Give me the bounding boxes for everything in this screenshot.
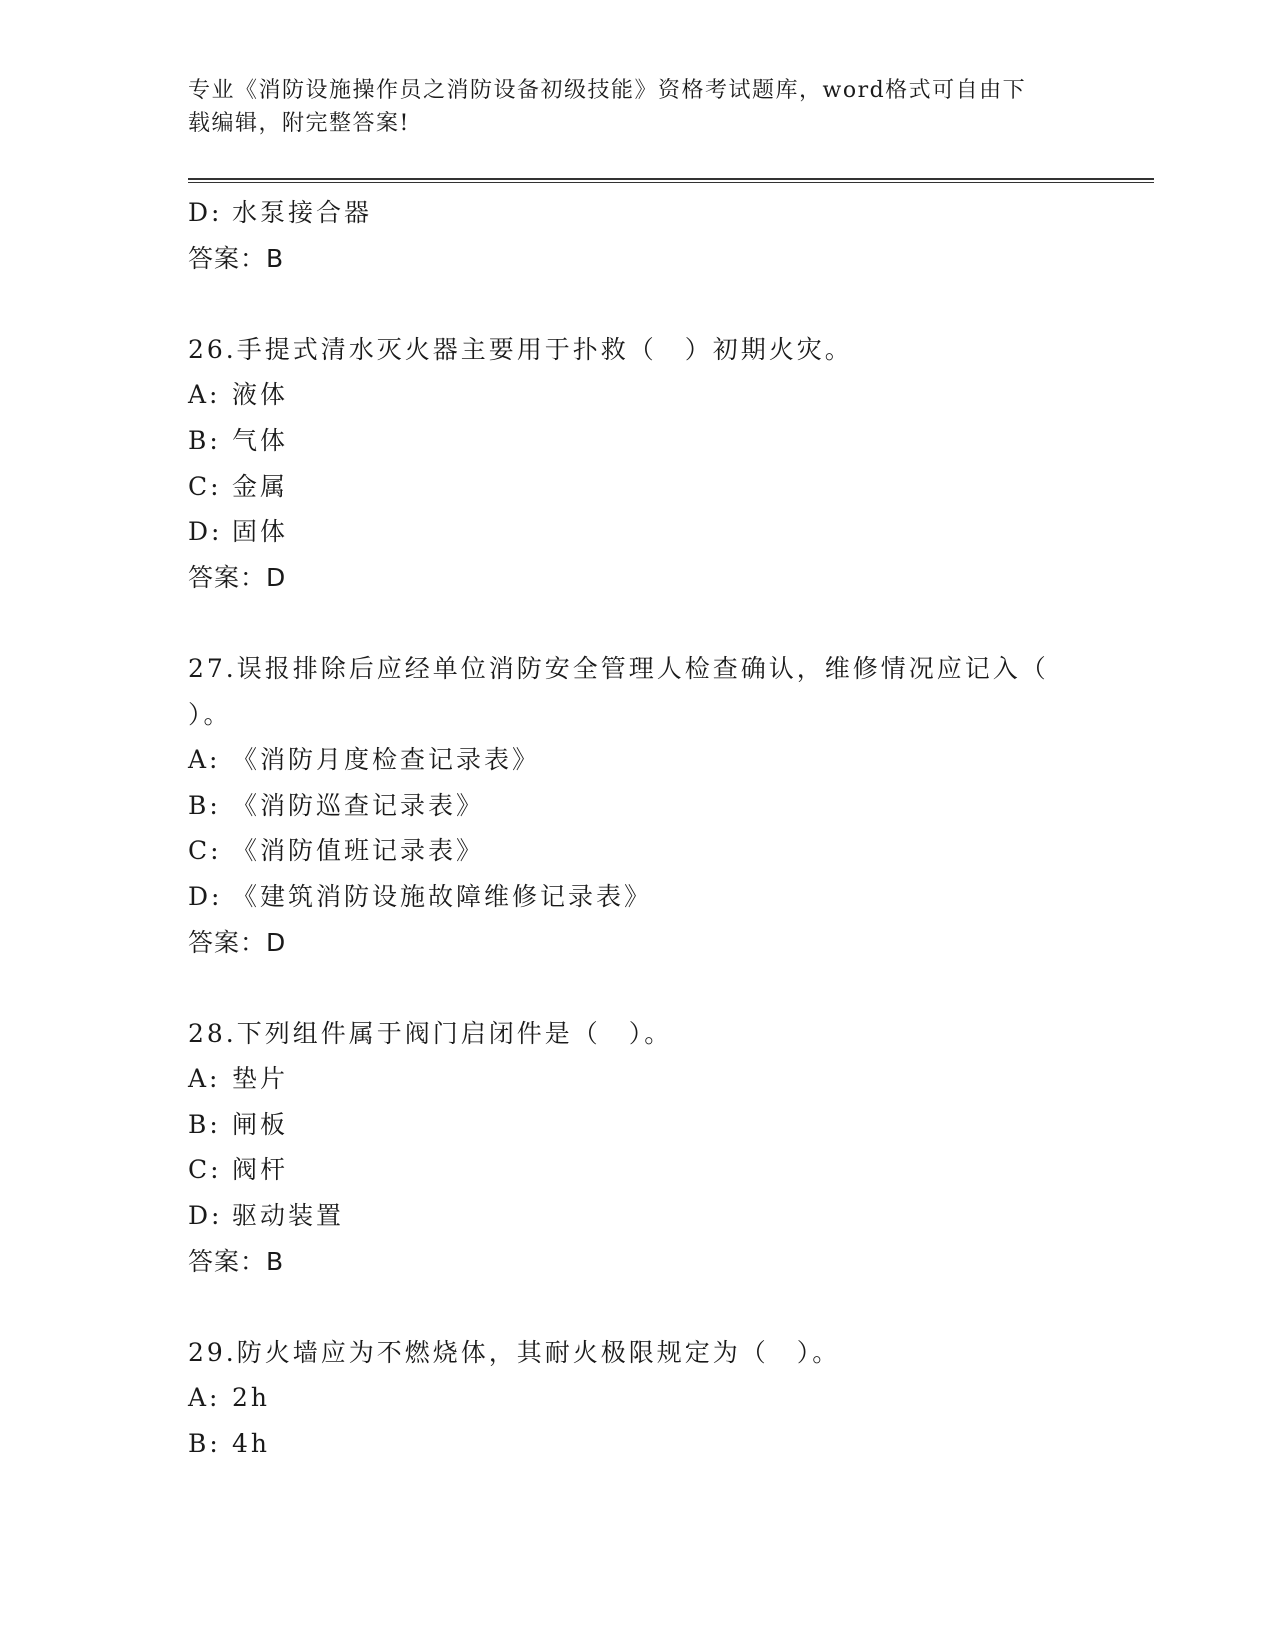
option-text: 4h — [232, 1429, 271, 1459]
option-b — [188, 783, 1088, 829]
option-text: 气体 — [232, 425, 289, 455]
option-c — [188, 464, 1088, 510]
option-text: 《消防月度检查记录表》 — [232, 745, 541, 775]
question-stem: 29.防火墙应为不燃烧体，其耐火极限规定为（ ）。 — [188, 1337, 841, 1367]
spacer — [188, 281, 1088, 327]
option-a — [188, 737, 1088, 783]
option-key: D: — [188, 881, 223, 911]
option-key: B: — [188, 790, 221, 820]
option-key: D: — [188, 198, 223, 227]
question-stem: 28.下列组件属于阀门启闭件是（ ）。 — [188, 1018, 673, 1048]
option-c — [188, 1147, 1088, 1193]
question-28 — [188, 1011, 1088, 1285]
option-d — [188, 1193, 1088, 1239]
question-26 — [188, 327, 1088, 601]
option-key: A: — [188, 1383, 221, 1413]
option-text: 水泵接合器 — [232, 198, 373, 227]
option-key: D: — [188, 517, 223, 547]
option-text: 金属 — [232, 471, 289, 501]
option-a — [188, 372, 1088, 418]
option-text: 垫片 — [232, 1064, 289, 1094]
option-b — [188, 418, 1088, 464]
question-stem-continued: ）。 — [188, 699, 232, 729]
option-text: 固体 — [232, 517, 289, 547]
option-a — [188, 1056, 1088, 1102]
answer-line: 答案：B — [188, 1246, 285, 1276]
option-b — [188, 1421, 1088, 1467]
option-key: B: — [188, 425, 221, 455]
option-text: 《消防巡查记录表》 — [232, 790, 485, 820]
answer-line: 答案：D — [188, 927, 287, 957]
option-key: D: — [188, 1201, 223, 1231]
option-b — [188, 1102, 1088, 1148]
option-text: 《消防值班记录表》 — [232, 836, 485, 866]
document-header — [188, 74, 1068, 140]
option-key: C: — [188, 471, 222, 501]
option-text: 2h — [232, 1383, 271, 1413]
header-divider — [188, 178, 1154, 183]
question-29 — [188, 1330, 1088, 1467]
question-stem: 27.误报排除后应经单位消防安全管理人检查确认，维修情况应记入（ — [188, 653, 1049, 683]
option-key: A: — [188, 380, 221, 410]
option-text: 驱动装置 — [232, 1201, 345, 1231]
option-d — [188, 874, 1088, 920]
answer-line: 答案：B — [188, 243, 285, 273]
question-list — [188, 190, 1088, 1467]
option-a — [188, 1375, 1088, 1421]
spacer — [188, 1284, 1088, 1330]
option-key: A: — [188, 745, 221, 775]
option-d — [188, 190, 1088, 236]
option-key: B: — [188, 1429, 221, 1459]
spacer — [188, 600, 1088, 646]
answer-line: 答案：D — [188, 562, 287, 592]
option-text: 阀杆 — [232, 1155, 289, 1185]
option-text: 《建筑消防设施故障维修记录表》 — [232, 881, 653, 911]
option-key: C: — [188, 836, 222, 866]
header-line-1: 专业《消防设施操作员之消防设备初级技能》资格考试题库，word格式可自由下 — [188, 78, 1027, 103]
header-line-2: 载编辑，附完整答案! — [188, 111, 410, 136]
option-key: A: — [188, 1064, 221, 1094]
spacer — [188, 965, 1088, 1011]
option-text: 液体 — [232, 380, 289, 410]
option-key: B: — [188, 1109, 221, 1139]
question-stem: 26.手提式清水灭火器主要用于扑救（ ）初期火灾。 — [188, 334, 853, 364]
option-text: 闸板 — [232, 1109, 289, 1139]
option-key: C: — [188, 1155, 222, 1185]
option-d — [188, 509, 1088, 555]
question-27 — [188, 646, 1088, 965]
option-c — [188, 828, 1088, 874]
